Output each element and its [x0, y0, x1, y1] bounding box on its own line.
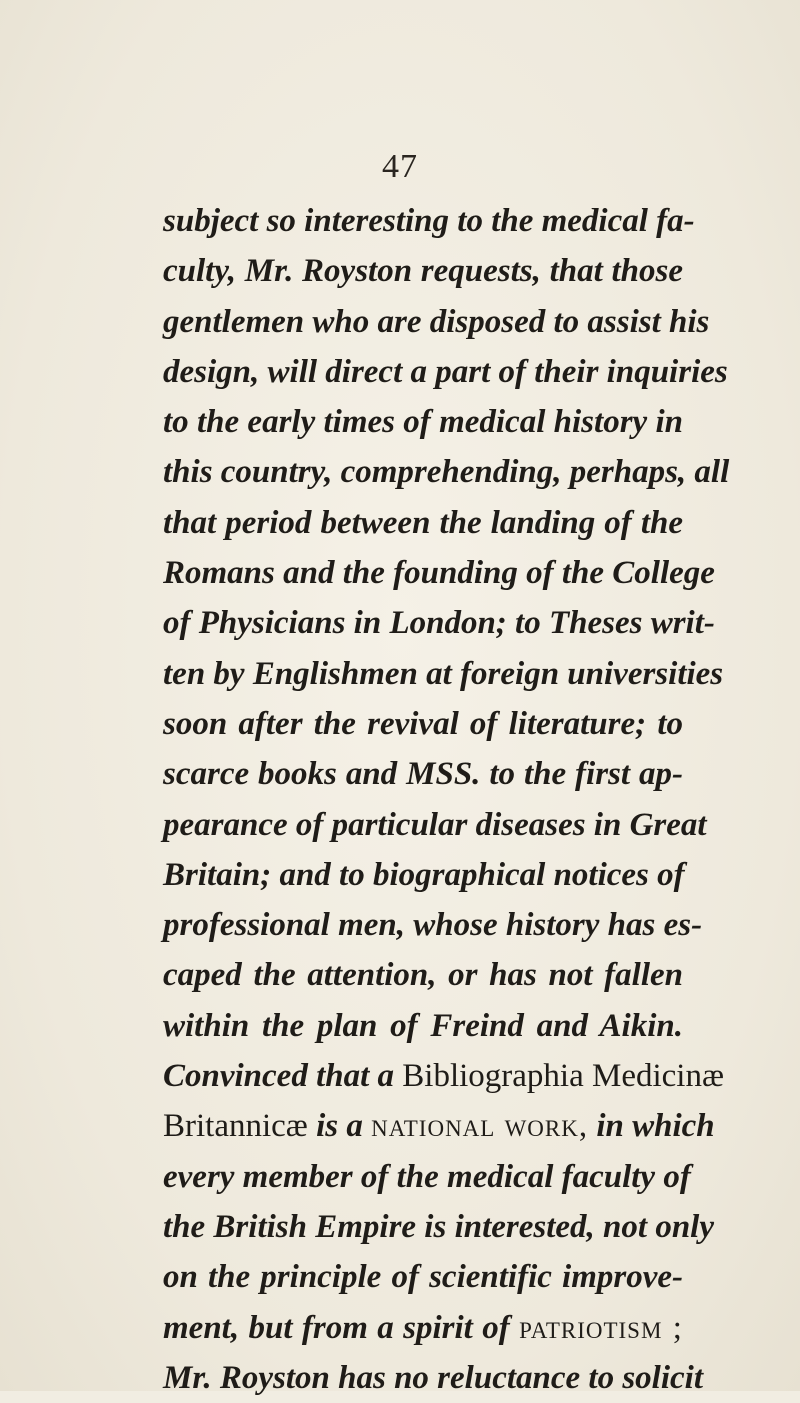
text-line: [163, 1252, 683, 1302]
text-segment: in which: [588, 1108, 715, 1145]
text-line: [163, 347, 728, 397]
text-segment: is a: [307, 1108, 372, 1145]
text-segment: design, will direct a part of their inquiries: [163, 353, 728, 390]
text-line: [163, 1001, 683, 1051]
text-line: [163, 598, 715, 648]
text-line: [163, 498, 683, 548]
text-line: [163, 1152, 691, 1202]
text-segment: soon after the revival of literature; to: [163, 705, 683, 742]
text-segment: Mr. Royston has no reluctance to solicit: [163, 1359, 703, 1396]
text-line: [163, 699, 683, 749]
text-segment: on the principle of scientific improve-: [163, 1259, 683, 1296]
text-segment: the British Empire is interested, not only: [163, 1208, 714, 1245]
text-segment: that period between the landing of the: [163, 504, 683, 541]
text-segment: pearance of particular diseases in Great: [163, 806, 707, 843]
text-line: [163, 1202, 714, 1252]
text-segment: Britain; and to biographical notices of: [163, 856, 685, 893]
text-segment: within the plan of Freind and Aikin.: [163, 1007, 683, 1044]
text-line: [163, 297, 710, 347]
text-segment: ment, but from a spirit of: [163, 1309, 520, 1346]
text-segment: this country, comprehending, perhaps, all: [163, 454, 730, 491]
text-segment: Britannicæ: [163, 1108, 308, 1145]
text-segment: every member of the medical faculty of: [163, 1158, 691, 1195]
text-segment: culty, Mr. Royston requests, that those: [163, 253, 683, 290]
text-segment: patriotism ;: [519, 1309, 683, 1346]
text-segment: gentlemen who are disposed to assist his: [163, 303, 710, 340]
text-line: [163, 1101, 715, 1151]
text-line: [163, 900, 703, 950]
text-segment: of Physicians in London; to Theses writ-: [163, 605, 715, 642]
text-line: [163, 246, 683, 296]
text-line: [163, 1353, 703, 1403]
text-line: [163, 850, 683, 900]
text-segment: national work,: [371, 1108, 589, 1145]
page-number: 47: [382, 148, 418, 185]
text-line: [163, 397, 683, 447]
text-segment: Romans and the founding of the College: [163, 555, 715, 592]
text-line: [163, 1303, 683, 1353]
text-segment: professional men, whose history has es-: [163, 907, 703, 944]
text-segment: caped the attention, or has not fallen: [163, 957, 683, 994]
text-segment: Bibliographia Medicinæ: [402, 1058, 724, 1095]
text-line: [163, 800, 707, 850]
text-line: [163, 548, 715, 598]
text-segment: subject so interesting to the medical fa-: [163, 203, 695, 239]
text-line: [163, 447, 730, 497]
text-line: [163, 1051, 724, 1101]
text-line: [163, 196, 695, 246]
text-line: [163, 950, 683, 1000]
text-line: [163, 649, 724, 699]
text-segment: scarce books and MSS. to the first ap-: [163, 756, 683, 793]
text-segment: ten by Englishmen at foreign universities: [163, 655, 724, 692]
body-text: [163, 196, 730, 1403]
text-segment: to the early times of medical history in: [163, 404, 683, 441]
text-segment: Convinced that a: [163, 1058, 403, 1095]
text-line: [163, 749, 683, 799]
